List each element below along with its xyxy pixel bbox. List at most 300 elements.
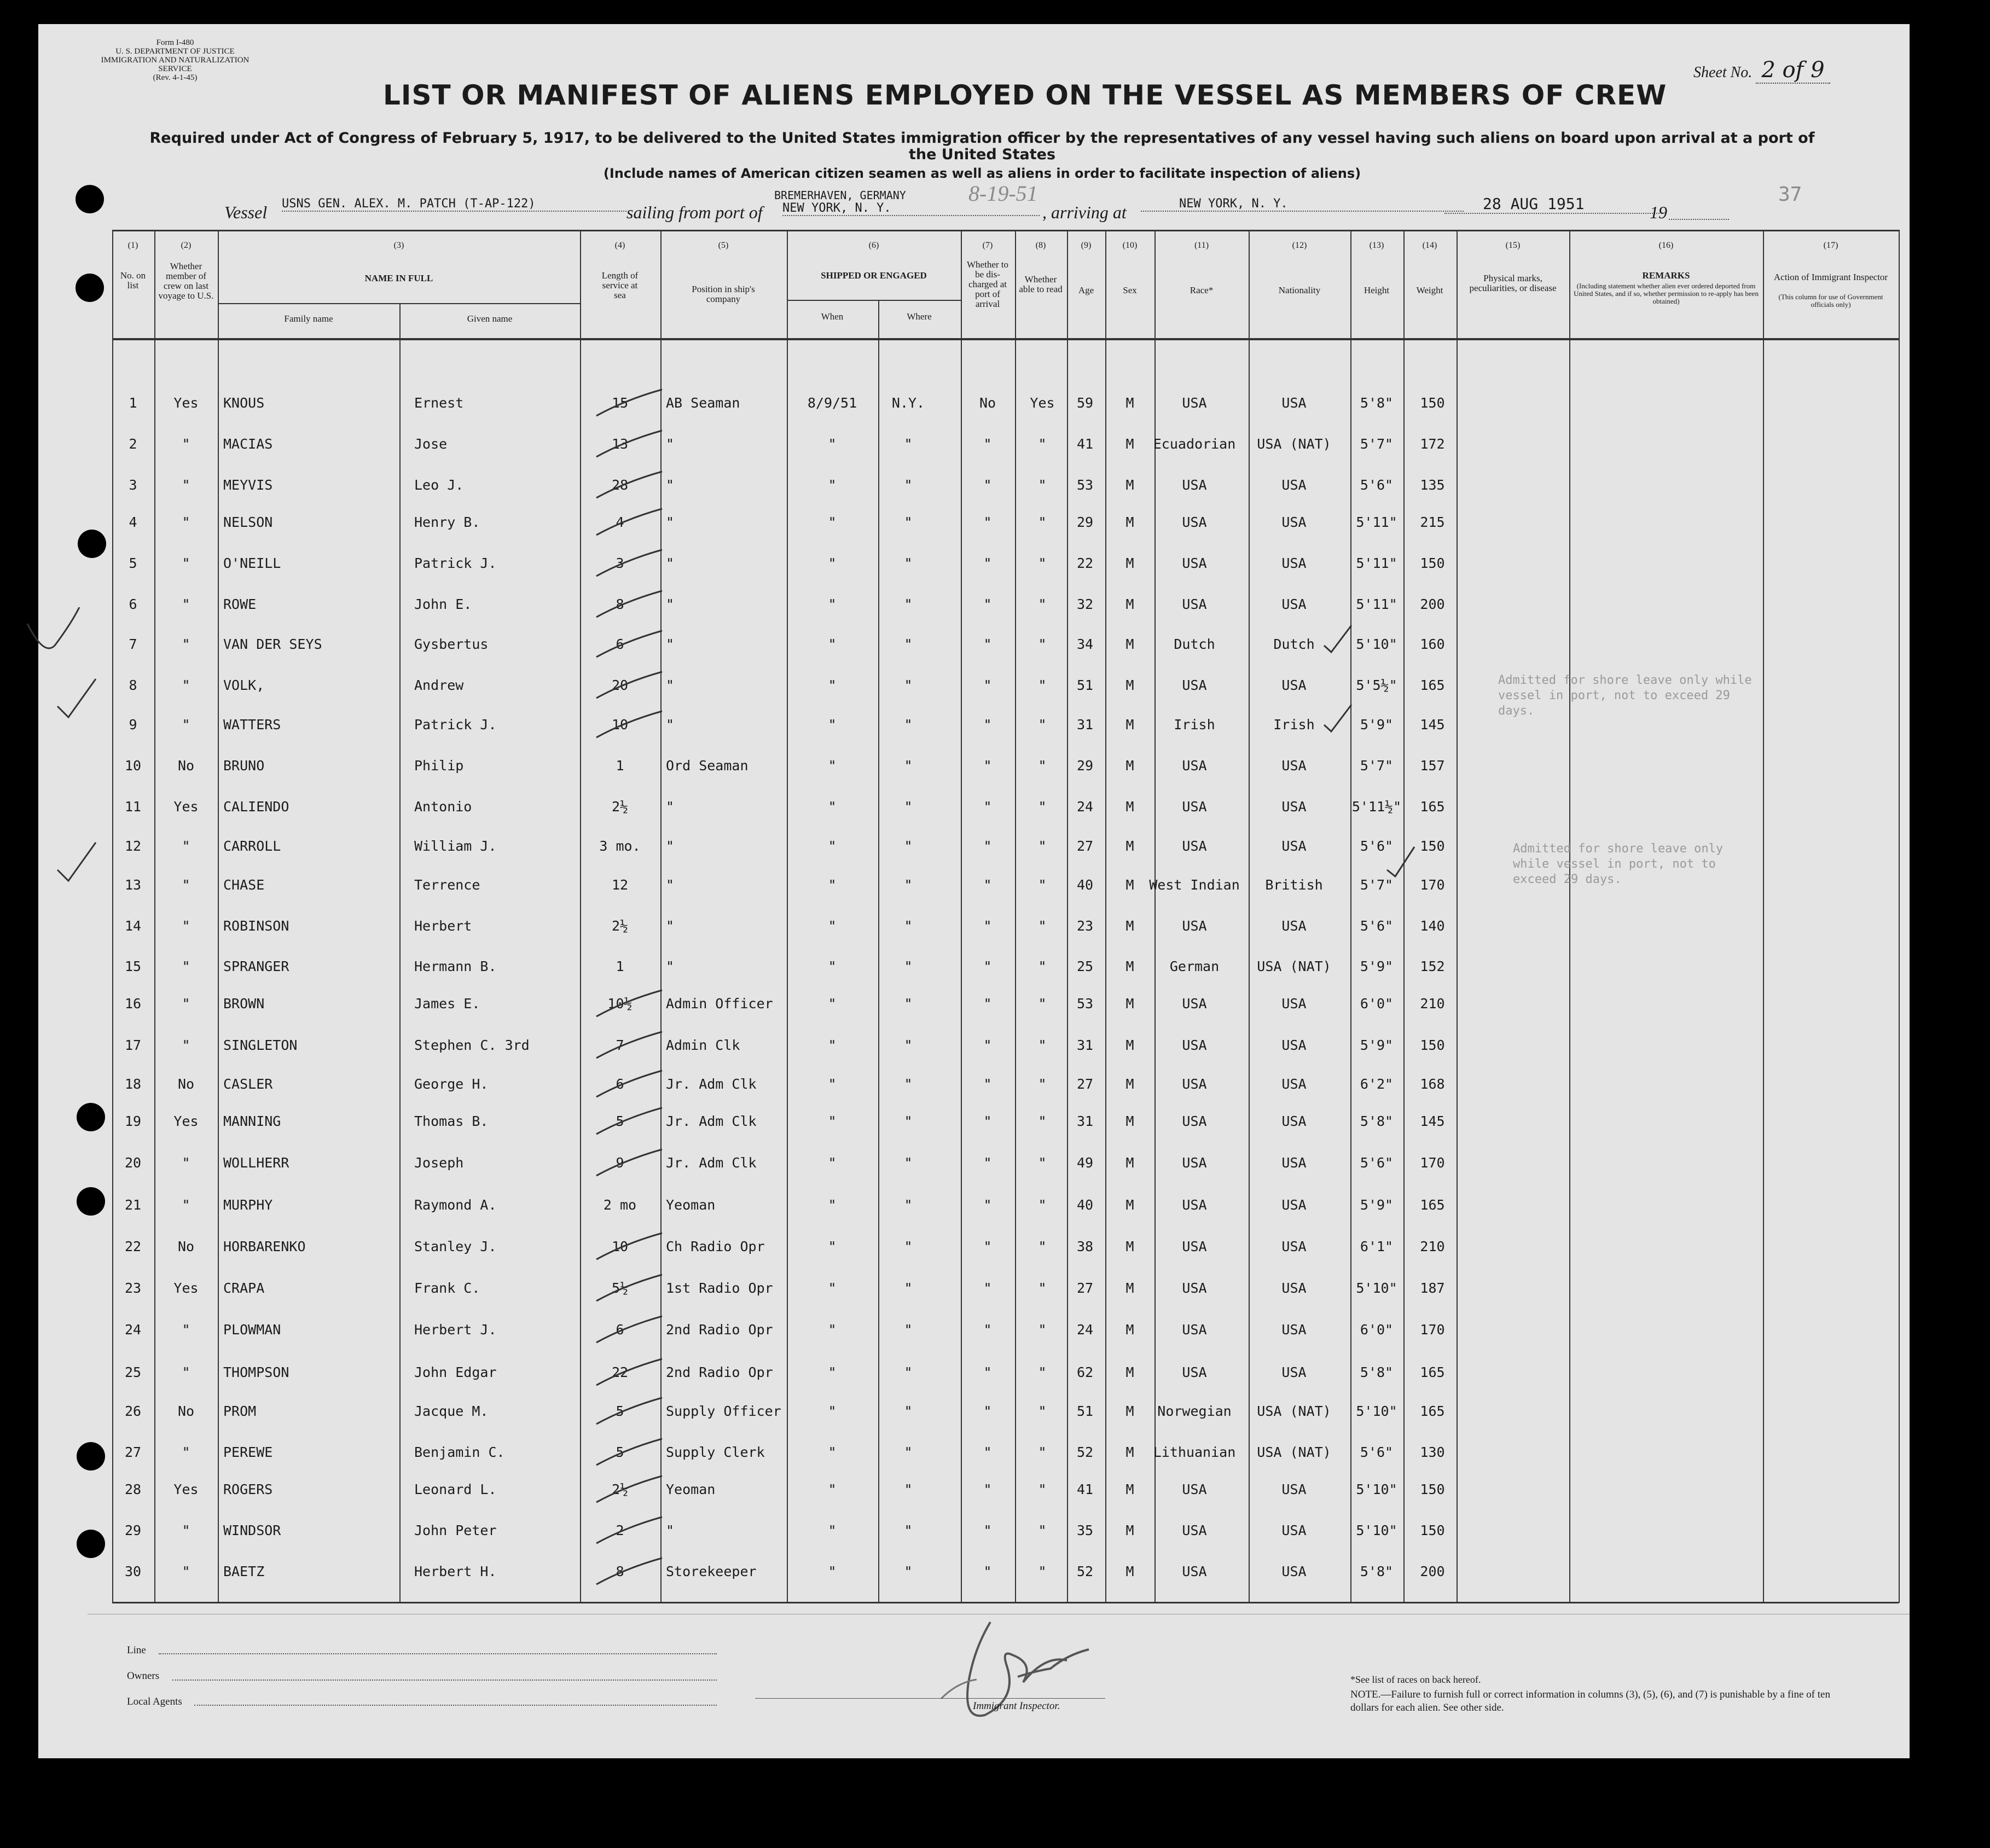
- table-top-rule: [112, 230, 1899, 231]
- cell-family-name: O'NEILL: [223, 555, 281, 571]
- cell-race: USA: [1182, 799, 1207, 815]
- cell-race: USA: [1182, 758, 1207, 774]
- tally-mark: [594, 549, 665, 582]
- cell-sex: M: [1125, 1037, 1134, 1053]
- tally-mark: [594, 1107, 665, 1140]
- cell-family-name: MURPHY: [223, 1197, 273, 1213]
- cell-weight: 145: [1420, 717, 1445, 733]
- cell-given-name: Benjamin C.: [414, 1444, 505, 1460]
- cell-service-length: 3 mo.: [599, 838, 641, 854]
- cell-able-to-read: ": [1038, 677, 1047, 693]
- cell-shipped-when: ": [828, 1322, 837, 1338]
- cell-row-number: 29: [124, 1522, 142, 1538]
- cell-crew-last-voyage: No: [177, 1076, 195, 1092]
- punch-hole: [78, 530, 106, 558]
- cell-discharged: ": [983, 1076, 992, 1092]
- cell-race: USA: [1182, 996, 1207, 1012]
- cell-nationality: USA: [1281, 838, 1307, 854]
- cell-crew-last-voyage: Yes: [173, 799, 199, 815]
- sailing-port-top: BREMERHAVEN, GERMANY: [774, 189, 906, 202]
- cell-row-number: 6: [129, 596, 137, 612]
- cell-age: 25: [1076, 958, 1094, 974]
- cell-family-name: CALIENDO: [223, 799, 289, 815]
- cell-given-name: William J.: [414, 838, 497, 854]
- cell-discharged: ": [983, 1364, 992, 1380]
- cell-height: 5'7": [1360, 758, 1394, 774]
- tally-mark: [594, 710, 665, 743]
- cell-height: 5'6": [1360, 477, 1394, 493]
- header-bottom-rule: [112, 338, 1899, 340]
- cell-shipped-where: ": [904, 1239, 913, 1254]
- cell-family-name: ROBINSON: [223, 918, 289, 934]
- cell-able-to-read: ": [1038, 514, 1047, 530]
- cell-able-to-read: ": [1038, 1037, 1047, 1053]
- tally-mark: [594, 508, 665, 541]
- cell-able-to-read: ": [1038, 838, 1047, 854]
- cell-position: ": [666, 799, 675, 815]
- cell-age: 52: [1076, 1564, 1094, 1579]
- cell-height: 5'9": [1360, 1037, 1394, 1053]
- cell-sex: M: [1125, 1076, 1134, 1092]
- cell-able-to-read: ": [1038, 477, 1047, 493]
- cell-nationality: USA (NAT): [1257, 1444, 1331, 1460]
- cell-shipped-where: ": [904, 877, 913, 893]
- cell-given-name: John Peter: [414, 1522, 497, 1538]
- tally-mark: [594, 1475, 665, 1508]
- cell-height: 5'10": [1356, 1403, 1397, 1419]
- cell-position: ": [666, 514, 675, 530]
- cell-discharged: ": [983, 717, 992, 733]
- tally-mark: [594, 1070, 665, 1102]
- cell-able-to-read: ": [1038, 1481, 1047, 1497]
- cell-nationality: USA: [1281, 918, 1307, 934]
- cell-sex: M: [1125, 1113, 1134, 1129]
- tally-mark: [594, 989, 665, 1022]
- cell-crew-last-voyage: ": [182, 1037, 190, 1053]
- cell-family-name: VAN DER SEYS: [223, 636, 322, 652]
- col-rule: [787, 230, 788, 1603]
- cell-discharged: ": [983, 758, 992, 774]
- cell-weight: 130: [1420, 1444, 1445, 1460]
- cell-row-number: 18: [124, 1076, 142, 1092]
- cell-given-name: Herbert: [414, 918, 472, 934]
- cell-race: Ecuadorian: [1153, 436, 1236, 452]
- cell-given-name: Patrick J.: [414, 555, 497, 571]
- cell-service-length: 9: [616, 1155, 624, 1171]
- form-service: IMMIGRATION AND NATURALIZATION SERVICE: [101, 56, 250, 73]
- col-num-3: (3): [393, 241, 404, 250]
- cell-given-name: Patrick J.: [414, 717, 497, 733]
- cell-shipped-where: ": [904, 1197, 913, 1213]
- cell-given-name: Jose: [414, 436, 448, 452]
- cell-nationality: USA: [1281, 1280, 1307, 1296]
- cell-discharged: ": [983, 877, 992, 893]
- table-bottom-rule: [112, 1602, 1899, 1603]
- cell-sex: M: [1125, 1280, 1134, 1296]
- cell-row-number: 12: [124, 838, 142, 854]
- cell-sex: M: [1125, 918, 1134, 934]
- cell-sex: M: [1125, 1322, 1134, 1338]
- cell-shipped-where: ": [904, 996, 913, 1012]
- cell-row-number: 15: [124, 958, 142, 974]
- cell-family-name: THOMPSON: [223, 1364, 289, 1380]
- cell-nationality: USA: [1281, 758, 1307, 774]
- cell-age: 40: [1076, 877, 1094, 893]
- cell-crew-last-voyage: Yes: [173, 1113, 199, 1129]
- cell-age: 38: [1076, 1239, 1094, 1254]
- cell-shipped-where: ": [904, 1322, 913, 1338]
- header-sex: Sex: [1123, 285, 1137, 295]
- cell-crew-last-voyage: ": [182, 996, 190, 1012]
- cell-height: 5'9": [1360, 1197, 1394, 1213]
- cell-row-number: 30: [124, 1564, 142, 1579]
- cell-family-name: ROGERS: [223, 1481, 273, 1497]
- cell-service-length: 10: [611, 1239, 629, 1254]
- punch-hole: [76, 274, 104, 302]
- header-length-service: Length of service at sea: [601, 270, 639, 300]
- cell-row-number: 28: [124, 1481, 142, 1497]
- col-num-5: (5): [718, 241, 729, 250]
- cell-nationality: USA: [1281, 395, 1307, 411]
- cell-discharged: ": [983, 1564, 992, 1579]
- cell-age: 24: [1076, 1322, 1094, 1338]
- cell-nationality: USA: [1281, 1564, 1307, 1579]
- cell-shipped-where: ": [904, 1444, 913, 1460]
- cell-position: ": [666, 596, 675, 612]
- cell-given-name: Ernest: [414, 395, 464, 411]
- cell-age: 62: [1076, 1364, 1094, 1380]
- cell-shipped-where: ": [904, 555, 913, 571]
- cell-shipped-where: ": [904, 1113, 913, 1129]
- cell-crew-last-voyage: No: [177, 758, 195, 774]
- cell-able-to-read: Yes: [1030, 395, 1055, 411]
- cell-weight: 150: [1420, 555, 1445, 571]
- cell-race: USA: [1182, 1239, 1207, 1254]
- cell-able-to-read: ": [1038, 1322, 1047, 1338]
- cell-shipped-when: ": [828, 1155, 837, 1171]
- cell-race: USA: [1182, 1564, 1207, 1579]
- cell-weight: 210: [1420, 996, 1445, 1012]
- cell-service-length: 4: [616, 514, 624, 530]
- col-rule: [1457, 230, 1458, 1603]
- cell-crew-last-voyage: Yes: [173, 395, 199, 411]
- cell-shipped-where: ": [904, 596, 913, 612]
- col-rule: [1015, 230, 1016, 1603]
- cell-row-number: 25: [124, 1364, 142, 1380]
- cell-race: USA: [1182, 918, 1207, 934]
- cell-family-name: WINDSOR: [223, 1522, 281, 1538]
- cell-service-length: 10: [611, 717, 629, 733]
- cell-row-number: 27: [124, 1444, 142, 1460]
- col-num-6: (6): [868, 241, 879, 250]
- cell-age: 41: [1076, 436, 1094, 452]
- cell-weight: 150: [1420, 1481, 1445, 1497]
- cell-able-to-read: ": [1038, 1280, 1047, 1296]
- cell-weight: 165: [1420, 1364, 1445, 1380]
- cell-age: 23: [1076, 918, 1094, 934]
- cell-row-number: 22: [124, 1239, 142, 1254]
- subtitle-requirement: Required under Act of Congress of February 5, 1917, to be delivered to the United States immigration officer by the representatives of any vessel having such aliens on board upon arrival at a port of the United States: [149, 130, 1815, 163]
- cell-row-number: 24: [124, 1322, 142, 1338]
- tally-mark: [594, 1358, 665, 1391]
- cell-age: 51: [1076, 677, 1094, 693]
- shipped-subheader-rule: [787, 300, 961, 301]
- cell-crew-last-voyage: ": [182, 918, 190, 934]
- cell-shipped-when: ": [828, 1522, 837, 1538]
- cell-given-name: Terrence: [414, 877, 480, 893]
- tally-mark: [594, 429, 665, 462]
- cell-weight: 168: [1420, 1076, 1445, 1092]
- col-rule: [399, 303, 401, 1603]
- cell-sex: M: [1125, 1444, 1134, 1460]
- cell-age: 31: [1076, 1113, 1094, 1129]
- cell-shipped-when: ": [828, 1564, 837, 1579]
- cell-shipped-when: ": [828, 436, 837, 452]
- header-weight: Weight: [1416, 285, 1443, 295]
- cell-height: 5'7": [1360, 436, 1394, 452]
- cell-family-name: CRAPA: [223, 1280, 265, 1296]
- cell-position: Jr. Adm Clk: [666, 1076, 757, 1092]
- cell-position: ": [666, 677, 675, 693]
- name-subheader-rule: [218, 303, 580, 304]
- tally-mark: [594, 630, 665, 663]
- cell-family-name: CARROLL: [223, 838, 281, 854]
- cell-row-number: 13: [124, 877, 142, 893]
- cell-sex: M: [1125, 1564, 1134, 1579]
- cell-family-name: SPRANGER: [223, 958, 289, 974]
- cell-race: USA: [1182, 1481, 1207, 1497]
- cell-given-name: Jacque M.: [414, 1403, 489, 1419]
- arriving-port: NEW YORK, N. Y.: [1141, 197, 1464, 212]
- col-rule: [154, 230, 155, 1603]
- tally-mark: [594, 1438, 665, 1471]
- cell-crew-last-voyage: ": [182, 1522, 190, 1538]
- cell-weight: 165: [1420, 677, 1445, 693]
- header-name-in-full: NAME IN FULL: [364, 273, 433, 283]
- cell-discharged: ": [983, 477, 992, 493]
- tally-mark: [594, 470, 665, 503]
- cell-height: 5'11": [1356, 514, 1397, 530]
- cell-height: 5'9": [1360, 958, 1394, 974]
- cell-age: 59: [1076, 395, 1094, 411]
- cell-able-to-read: ": [1038, 1113, 1047, 1129]
- header-inspector-action: Action of Immigrant Inspector: [1773, 272, 1888, 282]
- header-where: Where: [907, 311, 932, 322]
- cell-able-to-read: ": [1038, 1197, 1047, 1213]
- cell-service-length: 2 mo: [603, 1197, 637, 1213]
- cell-service-length: 6: [616, 1322, 624, 1338]
- cell-family-name: SINGLETON: [223, 1037, 298, 1053]
- cell-position: Jr. Adm Clk: [666, 1113, 757, 1129]
- cell-discharged: ": [983, 636, 992, 652]
- cell-shipped-when: ": [828, 717, 837, 733]
- cell-shipped-where: ": [904, 436, 913, 452]
- header-height: Height: [1364, 285, 1390, 295]
- punch-hole: [77, 1442, 105, 1471]
- cell-family-name: VOLK,: [223, 677, 265, 693]
- cell-crew-last-voyage: ": [182, 877, 190, 893]
- year-blank: [1669, 219, 1729, 220]
- header-last-voyage: Whether member of crew on last voyage to U.S.: [158, 261, 214, 301]
- cell-row-number: 1: [129, 395, 137, 411]
- cell-given-name: Thomas B.: [414, 1113, 489, 1129]
- cell-discharged: ": [983, 996, 992, 1012]
- cell-shipped-when: ": [828, 1076, 837, 1092]
- cell-family-name: CASLER: [223, 1076, 273, 1092]
- cell-weight: 200: [1420, 596, 1445, 612]
- col-num-17: (17): [1823, 241, 1838, 250]
- cell-height: 6'0": [1360, 996, 1394, 1012]
- cell-age: 51: [1076, 1403, 1094, 1419]
- cell-service-length: 6: [616, 1076, 624, 1092]
- tally-mark: [594, 1031, 665, 1064]
- cell-given-name: John Edgar: [414, 1364, 497, 1380]
- cell-shipped-when: ": [828, 918, 837, 934]
- footer-fine-note: NOTE.—Failure to furnish full or correct information in columns (3), (5), (6), and (7) is punishable by a fine of ten dollars for each alien. See other side.: [1350, 1689, 1830, 1713]
- cell-discharged: ": [983, 799, 992, 815]
- cell-family-name: PROM: [223, 1403, 257, 1419]
- cell-race: USA: [1182, 555, 1207, 571]
- cell-height: 6'2": [1360, 1076, 1394, 1092]
- cell-nationality: USA: [1281, 1239, 1307, 1254]
- cell-able-to-read: ": [1038, 636, 1047, 652]
- footer-owners-label: Owners: [127, 1670, 160, 1682]
- cell-sex: M: [1125, 477, 1134, 493]
- cell-discharged: ": [983, 1239, 992, 1254]
- cell-crew-last-voyage: ": [182, 477, 190, 493]
- cell-height: 5'6": [1360, 918, 1394, 934]
- cell-age: 53: [1076, 996, 1094, 1012]
- cell-given-name: Herbert H.: [414, 1564, 497, 1579]
- cell-discharged: ": [983, 958, 992, 974]
- inspector-signature: [925, 1617, 1100, 1737]
- cell-age: 35: [1076, 1522, 1094, 1538]
- cell-crew-last-voyage: No: [177, 1403, 195, 1419]
- cell-height: 5'9": [1360, 717, 1394, 733]
- cell-service-length: 22: [611, 1364, 629, 1380]
- cell-age: 52: [1076, 1444, 1094, 1460]
- cell-age: 22: [1076, 555, 1094, 571]
- col-num-2: (2): [181, 241, 192, 250]
- cell-weight: 145: [1420, 1113, 1445, 1129]
- cell-position: Admin Officer: [666, 996, 773, 1012]
- cell-height: 6'1": [1360, 1239, 1394, 1254]
- cell-age: 49: [1076, 1155, 1094, 1171]
- col-rule: [1763, 230, 1764, 1603]
- cell-sex: M: [1125, 1403, 1134, 1419]
- cell-given-name: Leo J.: [414, 477, 464, 493]
- cell-row-number: 21: [124, 1197, 142, 1213]
- cell-service-length: 13: [611, 436, 629, 452]
- cell-sex: M: [1125, 1197, 1134, 1213]
- cell-sex: M: [1125, 1364, 1134, 1380]
- cell-height: 5'8": [1360, 1364, 1394, 1380]
- cell-weight: 165: [1420, 1403, 1445, 1419]
- cell-discharged: ": [983, 1113, 992, 1129]
- cell-nationality: USA: [1281, 1322, 1307, 1338]
- cell-age: 34: [1076, 636, 1094, 652]
- cell-given-name: Joseph: [414, 1155, 464, 1171]
- cell-family-name: BROWN: [223, 996, 265, 1012]
- cell-row-number: 11: [124, 799, 142, 815]
- cell-row-number: 7: [129, 636, 137, 652]
- cell-discharged: ": [983, 555, 992, 571]
- cell-row-number: 23: [124, 1280, 142, 1296]
- cell-discharged: ": [983, 677, 992, 693]
- cell-given-name: Raymond A.: [414, 1197, 497, 1213]
- cell-shipped-where: ": [904, 799, 913, 815]
- cell-position: ": [666, 555, 675, 571]
- cell-height: 6'0": [1360, 1322, 1394, 1338]
- cell-family-name: HORBARENKO: [223, 1239, 306, 1254]
- cell-race: USA: [1182, 838, 1207, 854]
- cell-row-number: 8: [129, 677, 137, 693]
- footer-agents-label: Local Agents: [127, 1696, 182, 1707]
- cell-position: ": [666, 918, 675, 934]
- cell-weight: 160: [1420, 636, 1445, 652]
- cell-crew-last-voyage: ": [182, 555, 190, 571]
- cell-position: Yeoman: [666, 1197, 716, 1213]
- cell-weight: 200: [1420, 1564, 1445, 1579]
- cell-position: 2nd Radio Opr: [666, 1322, 773, 1338]
- cell-given-name: Frank C.: [414, 1280, 480, 1296]
- cell-crew-last-voyage: ": [182, 596, 190, 612]
- cell-race: German: [1169, 958, 1220, 974]
- cell-service-length: 1: [616, 958, 624, 974]
- cell-age: 24: [1076, 799, 1094, 815]
- cell-nationality: USA: [1281, 1481, 1307, 1497]
- cell-nationality: USA: [1281, 596, 1307, 612]
- cell-service-length: 8: [616, 596, 624, 612]
- header-age: Age: [1078, 285, 1094, 295]
- cell-nationality: USA: [1281, 677, 1307, 693]
- cell-shipped-when: ": [828, 1197, 837, 1213]
- cell-family-name: MEYVIS: [223, 477, 273, 493]
- cell-crew-last-voyage: ": [182, 436, 190, 452]
- cell-height: 5'10": [1356, 636, 1397, 652]
- cell-discharged: ": [983, 436, 992, 452]
- cell-weight: 187: [1420, 1280, 1445, 1296]
- sailing-port: NEW YORK, N. Y.: [782, 201, 1040, 216]
- cell-height: 5'8": [1360, 395, 1394, 411]
- col-num-13: (13): [1369, 241, 1384, 250]
- cell-row-number: 5: [129, 555, 137, 571]
- header-discharged: Whether to be dis-charged at port of arrival: [967, 259, 1008, 309]
- cell-race: USA: [1182, 1076, 1207, 1092]
- cell-crew-last-voyage: ": [182, 677, 190, 693]
- cell-crew-last-voyage: ": [182, 838, 190, 854]
- cell-service-length: 8: [616, 1564, 624, 1579]
- cell-shipped-where: ": [904, 677, 913, 693]
- cell-position: Ord Seaman: [666, 758, 749, 774]
- cell-given-name: Herbert J.: [414, 1322, 497, 1338]
- cell-position: 1st Radio Opr: [666, 1280, 773, 1296]
- cell-discharged: ": [983, 1444, 992, 1460]
- col-num-12: (12): [1292, 241, 1307, 250]
- cell-family-name: PLOWMAN: [223, 1322, 281, 1338]
- footer-line-blank: [159, 1653, 717, 1654]
- cell-race: USA: [1182, 596, 1207, 612]
- cell-position: AB Seaman: [666, 395, 740, 411]
- cell-given-name: James E.: [414, 996, 480, 1012]
- inspector-label: Immigrant Inspector.: [973, 1700, 1060, 1712]
- cell-able-to-read: ": [1038, 799, 1047, 815]
- vessel-label: Vessel: [224, 202, 268, 222]
- header-shipped: SHIPPED OR ENGAGED: [821, 270, 927, 281]
- handwritten-date: 8-19-51: [968, 181, 1038, 206]
- cell-able-to-read: ": [1038, 1564, 1047, 1579]
- col-rule: [1569, 230, 1570, 1603]
